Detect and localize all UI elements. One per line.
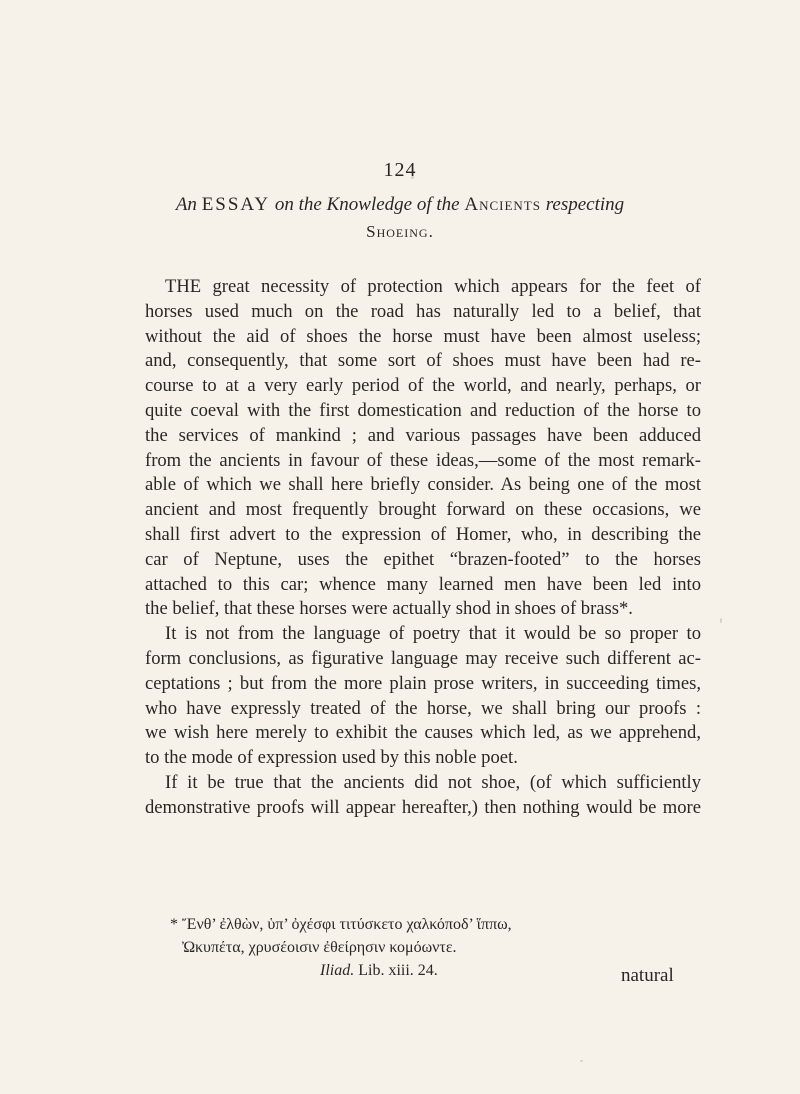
title-word-essay: ESSAY <box>201 194 271 215</box>
body-line: the belief, that these horses were actually shod in shoes of brass*. <box>145 598 633 620</box>
body-line: able of which we shall here briefly consider. As being one of the most <box>145 474 701 496</box>
footnote-source-work: Iliad. <box>320 962 355 979</box>
body-line: to the mode of expression used by this noble poet. <box>145 747 518 769</box>
footnote-greek-line-1: * Ἔνθ’ ἐλθὼν, ὑπ’ ὀχέσφι τιτύσκετο χαλκόποδ’ ἵππω, <box>170 916 512 933</box>
body-line: horses used much on the road has naturally led to a belief, that <box>145 300 701 322</box>
body-line: attached to this car; whence many learned men have been led into <box>145 573 701 595</box>
body-line: shall first advert to the expression of Homer, who, in describing the <box>145 523 701 545</box>
paper-spot <box>411 176 414 179</box>
title-line-2: Shoeing. <box>366 222 434 241</box>
body-line: It is not from the language of poetry that it would be so proper to <box>165 623 701 645</box>
title-word-respecting: respecting <box>545 194 625 215</box>
body-line: who have expressly treated of the horse, we shall bring our proofs : <box>145 697 701 719</box>
paper-spot <box>720 618 722 623</box>
title-line-1 <box>0 192 800 218</box>
catchword: natural <box>621 965 674 986</box>
body-line: car of Neptune, uses the epithet “brazen-footed” to the horses <box>145 548 701 570</box>
footnote-greek-line-2: Ὠκυπέτα, χρυσέοισιν ἐθείρησιν κομόωντε. <box>182 939 457 956</box>
body-line: If it be true that the ancients did not shoe, (of which sufficiently <box>165 771 701 793</box>
body-line: quite coeval with the first domestication and reduction of the horse to <box>145 399 701 421</box>
body-text <box>145 275 701 821</box>
body-line: and, consequently, that some sort of shoes must have been had re- <box>145 350 701 372</box>
page-number: 124 <box>383 159 417 181</box>
body-line: without the aid of shoes the horse must have been almost useless; <box>145 325 701 347</box>
body-line: THE great necessity of protection which appears for the feet of <box>165 276 701 297</box>
body-line: from the ancients in favour of these ideas,—some of the most remark- <box>145 449 701 471</box>
essay-title <box>0 192 800 245</box>
body-line: course to at a very early period of the world, and nearly, perhaps, or <box>145 375 701 397</box>
body-line: the services of mankind ; and various passages have been adduced <box>145 424 701 446</box>
footnote-source-reference: Lib. xiii. 24. <box>358 962 438 979</box>
body-line: form conclusions, as figurative language may receive such different ac- <box>145 647 701 669</box>
body-line: we wish here merely to exhibit the causes which led, as we apprehend, <box>145 722 701 744</box>
title-phrase-knowledge: on the Knowledge of the <box>274 194 460 215</box>
paper-spot <box>580 1060 583 1062</box>
title-word-ancients: Ancients <box>464 194 541 215</box>
body-line: ancient and most frequently brought forward on these occasions, we <box>145 499 701 521</box>
title-word-an: An <box>175 194 197 215</box>
body-line: ceptations ; but from the more plain prose writers, in succeeding times, <box>145 672 701 694</box>
body-line: demonstrative proofs will appear hereafter,) then nothing would be more <box>145 796 701 818</box>
